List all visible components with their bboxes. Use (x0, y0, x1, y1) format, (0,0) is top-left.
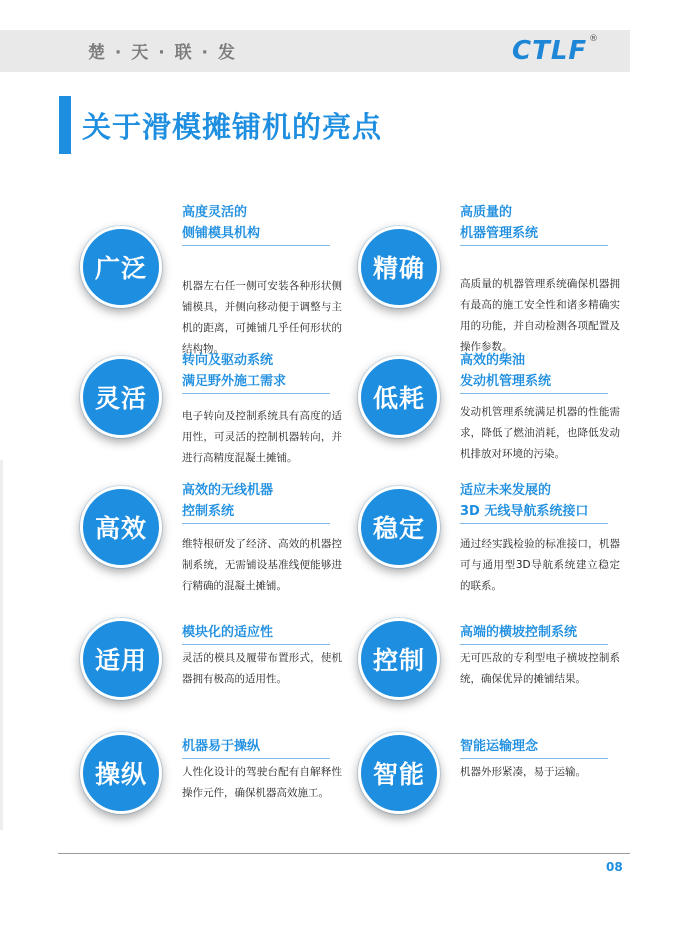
feature-title-rule (460, 758, 608, 759)
feature-title-line: 发动机管理系统 (460, 374, 552, 389)
feature-title-line: 智能运输理念 (460, 739, 539, 754)
feature-title-rule (460, 393, 608, 394)
feature-title (460, 202, 538, 244)
feature-title-line: 适应未来发展的 (460, 483, 552, 498)
feature-badge: 灵活 (80, 356, 162, 438)
page-title: 关于滑模摊铺机的亮点 (82, 110, 383, 144)
feature-title (460, 350, 551, 392)
feature-title (182, 622, 273, 643)
feature-title (182, 736, 260, 757)
feature-block (358, 618, 643, 738)
page-number: 08 (606, 860, 623, 874)
title-accent-bar (59, 96, 71, 154)
ctlf-logo: CTLF (512, 36, 588, 66)
feature-badge: 控制 (358, 618, 440, 700)
feature-title-line: 转向及驱动系统 (182, 353, 274, 368)
feature-block (80, 618, 365, 738)
feature-title-line: 侧铺模具机构 (182, 226, 261, 241)
feature-block (358, 732, 643, 852)
feature-title (182, 480, 273, 522)
feature-title-line: 机器易于操纵 (182, 739, 261, 754)
feature-title (460, 480, 588, 522)
feature-title-line: 控制系统 (182, 504, 235, 519)
feature-description: 机器左右任一侧可安装各种形状侧铺模具，并侧向移动便于调整与主机的距离，可摊铺几乎任何形状的结构物。 (182, 280, 342, 355)
feature-badge: 智能 (358, 732, 440, 814)
feature-title-line: 高度灵活的 (182, 205, 248, 220)
feature-title-rule (460, 644, 608, 645)
feature-badge: 适用 (80, 618, 162, 700)
feature-block (80, 483, 365, 606)
feature-title-line: 高效的无线机器 (182, 483, 274, 498)
feature-title-line: 模块化的适应性 (182, 625, 274, 640)
feature-block (80, 353, 365, 476)
feature-title-line: 满足野外施工需求 (182, 374, 287, 389)
feature-title (460, 736, 538, 757)
feature-description: 通过经实践检验的标准接口，机器可与通用型3D导航系统建立稳定的联系。 (460, 538, 620, 592)
feature-block (358, 205, 643, 353)
feature-title (460, 622, 577, 643)
feature-title-line: 高质量的 (460, 205, 513, 220)
feature-description: 人性化设计的驾驶台配有自解释性操作元件，确保机器高效施工。 (182, 766, 342, 799)
feature-badge: 低耗 (358, 356, 440, 438)
feature-title-rule (182, 523, 330, 524)
feature-description: 发动机管理系统满足机器的性能需求，降低了燃油消耗，也降低发动机排放对环境的污染。 (460, 406, 620, 460)
feature-title-rule (460, 523, 608, 524)
feature-title-rule (182, 245, 330, 246)
registered-mark: ® (589, 34, 598, 44)
feature-block (80, 205, 365, 355)
feature-title-rule (182, 644, 330, 645)
feature-title-rule (182, 393, 330, 394)
feature-description: 电子转向及控制系统具有高度的适用性，可灵活的控制机器转向，并进行高精度混凝土摊铺。 (182, 410, 342, 464)
feature-description: 无可匹敌的专利型电子横坡控制系统，确保优异的摊铺结果。 (460, 652, 620, 685)
feature-description: 灵活的模具及履带布置形式，使机器拥有极高的适用性。 (182, 652, 342, 685)
feature-description: 机器外形紧凑，易于运输。 (460, 766, 586, 778)
feature-badge: 精确 (358, 226, 440, 308)
feature-badge: 广泛 (80, 226, 162, 308)
feature-title-rule (182, 758, 330, 759)
feature-description: 维特根研发了经济、高效的机器控制系统，无需铺设基准线便能够进行精确的混凝土摊铺。 (182, 538, 342, 592)
feature-block (80, 732, 365, 852)
feature-block (358, 353, 643, 476)
feature-title-line: 机器管理系统 (460, 226, 539, 241)
feature-title-line: 3D 无线导航系统接口 (460, 504, 589, 519)
feature-description: 高质量的机器管理系统确保机器拥有最高的施工安全性和诸多精确实用的功能，并自动检测各项配置及操作参数。 (460, 278, 620, 353)
feature-title (182, 202, 260, 244)
feature-title (182, 350, 286, 392)
brand-name: 楚 · 天 · 联 · 发 (88, 43, 237, 63)
feature-title-line: 高端的横坡控制系统 (460, 625, 578, 640)
feature-block (358, 483, 643, 606)
footer-divider (58, 853, 630, 854)
feature-title-line: 高效的柴油 (460, 353, 526, 368)
feature-badge: 高效 (80, 486, 162, 568)
feature-badge: 稳定 (358, 486, 440, 568)
left-edge-strip (0, 460, 3, 830)
feature-title-rule (460, 245, 608, 246)
feature-badge: 操纵 (80, 732, 162, 814)
